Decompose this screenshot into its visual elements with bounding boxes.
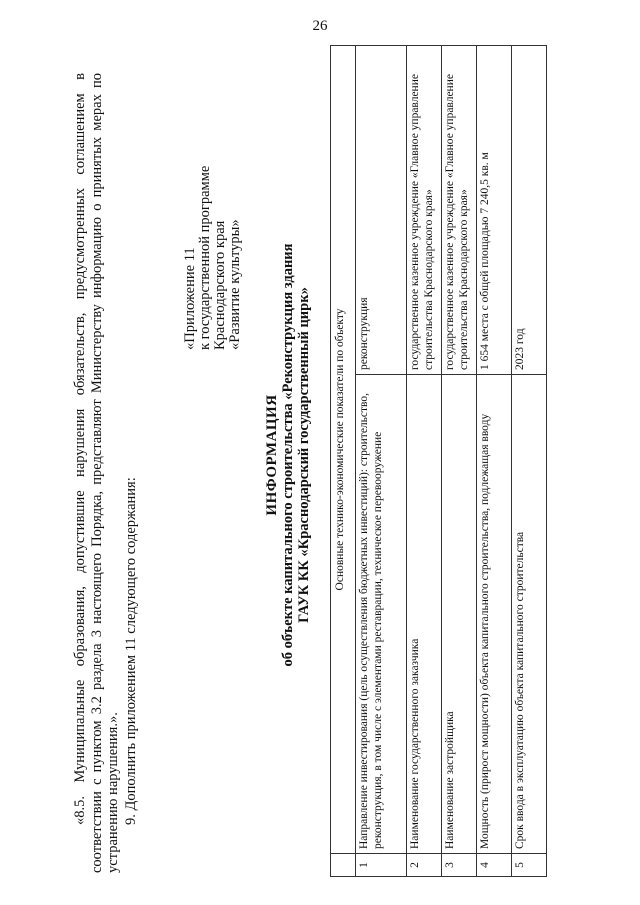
row-value: государственное казенное учреждение «Главное управление строительства Краснодарского края»	[442, 46, 477, 375]
table-row	[356, 46, 407, 877]
row-number: 3	[442, 854, 477, 877]
row-value: реконструкция	[356, 46, 407, 375]
table-row	[512, 46, 547, 877]
row-indicator: Наименование застройщика	[442, 375, 477, 854]
title-line: ГАУК КК «Краснодарский государственный цирк»	[296, 287, 312, 623]
rotated-content	[40, 25, 620, 885]
table-row	[477, 46, 512, 877]
row-value: 2023 год	[512, 46, 547, 375]
row-indicator: Мощность (прирост мощности) объекта капитального строительства, подлежащая вводу	[477, 375, 512, 854]
table-header: Основные технико-экономические показатели по объекту	[331, 46, 356, 854]
row-indicator: Срок ввода в эксплуатацию объекта капитального строительства	[512, 375, 547, 854]
row-value: 1 654 места с общей площадью 7 240,5 кв. м	[477, 46, 512, 375]
title-line: ИНФОРМАЦИЯ	[264, 394, 280, 516]
appendix-line: к государственной программе	[197, 165, 213, 350]
appendix-line: «Приложение 11	[182, 247, 198, 350]
appendix-line: Краснодарского края	[212, 220, 228, 350]
row-indicator: Направление инвестирования (цель осуществления бюджетных инвестиций): строительство, реконструкция, в том числе с элементами реставрации, техническое перевооружение	[356, 375, 407, 854]
row-number: 4	[477, 854, 512, 877]
indicators-table	[330, 45, 547, 877]
page-number: 26	[312, 18, 328, 34]
paragraph-9: 9. Дополнить приложением 11 следующего содержания:	[123, 477, 139, 825]
row-number: 1	[356, 854, 407, 877]
table-row	[442, 46, 477, 877]
table-row	[407, 46, 442, 877]
appendix-header	[183, 166, 243, 350]
header-num-cell	[331, 854, 356, 877]
title-line: об объекте капитального строительства «Реконструкция здания	[280, 243, 296, 667]
row-number: 5	[512, 854, 547, 877]
document-title	[264, 25, 312, 885]
row-number: 2	[407, 854, 442, 877]
paragraph-8-5: «8.5. Муниципальные образования, допустившие нарушения обязательств, предусмотренных соглашением в соответствии с пунктом 3.2 раздела 3 настоящего Порядка, представляют Министерству информацию о принятых мерах по устранению нарушения.».	[72, 73, 121, 873]
appendix-line: «Развитие культуры»	[227, 219, 243, 350]
row-indicator: Наименование государственного заказчика	[407, 375, 442, 854]
row-value: государственное казенное учреждение «Главное управление строительства Краснодарского края»	[407, 46, 442, 375]
